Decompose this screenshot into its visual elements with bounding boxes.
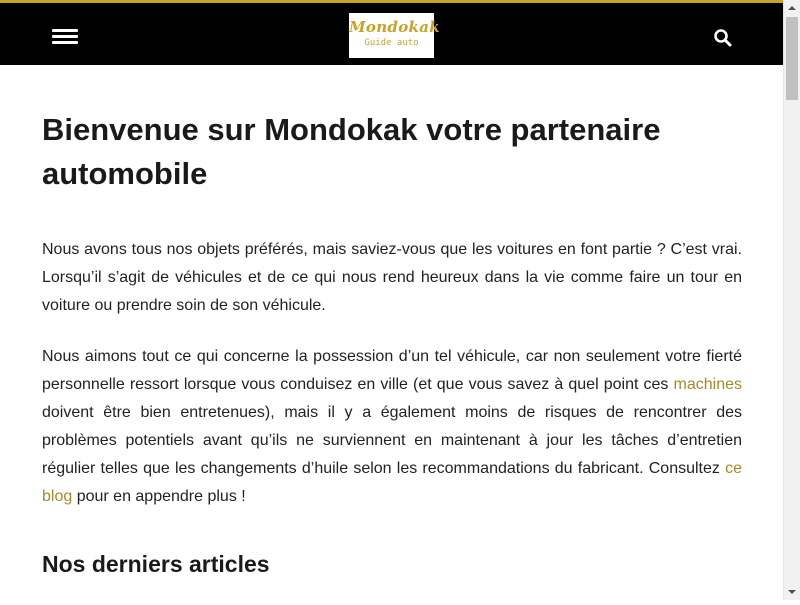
scrollbar-thumb[interactable] bbox=[786, 17, 798, 100]
intro-paragraph: Nous avons tous nos objets préférés, mais saviez-vous que les voitures en font partie ? C’est vrai. Lorsqu’il s’agit de véhicules et de ce qui nous rend heureux dans la vie comme faire un tour en voiture ou prendre soin de son véhicule. bbox=[42, 241, 742, 314]
scroll-up-arrow-icon[interactable] bbox=[784, 0, 800, 16]
menu-line bbox=[52, 35, 78, 38]
hamburger-menu-icon[interactable] bbox=[52, 27, 78, 45]
menu-line bbox=[52, 29, 78, 32]
paragraph-text: doivent être bien entretenues), mais il y a également moins de risques de rencontrer des problèmes potentiels avant qu’ils ne surviennent en maintenant à jour les tâches d’entretien régulier telles que les changements d’huile selon les recommandations du fabricant. Consultez bbox=[42, 404, 742, 477]
vertical-scrollbar[interactable] bbox=[783, 0, 800, 600]
second-paragraph bbox=[42, 343, 742, 511]
search-icon[interactable] bbox=[713, 28, 733, 48]
blog-link[interactable]: ce blog bbox=[42, 460, 742, 505]
machines-link[interactable]: machines bbox=[673, 376, 742, 393]
latest-articles-heading: Nos derniers articles bbox=[42, 551, 270, 577]
menu-line bbox=[52, 41, 78, 44]
page-title: Bienvenue sur Mondokak votre partenaire automobile bbox=[42, 112, 661, 191]
site-logo[interactable] bbox=[349, 13, 440, 58]
logo-tagline: Guide auto bbox=[364, 38, 419, 48]
logo-name: Mondokak bbox=[349, 18, 440, 36]
main-content bbox=[42, 108, 742, 579]
scroll-down-arrow-icon[interactable] bbox=[784, 584, 800, 600]
paragraph-text: pour en appendre plus ! bbox=[72, 488, 246, 505]
paragraph-text: Nous aimons tout ce qui concerne la possession d’un tel véhicule, car non seulement votre fierté personnelle ressort lorsque vous conduisez en ville (et que vous savez à quel point ces bbox=[42, 348, 742, 393]
site-header bbox=[0, 0, 783, 65]
